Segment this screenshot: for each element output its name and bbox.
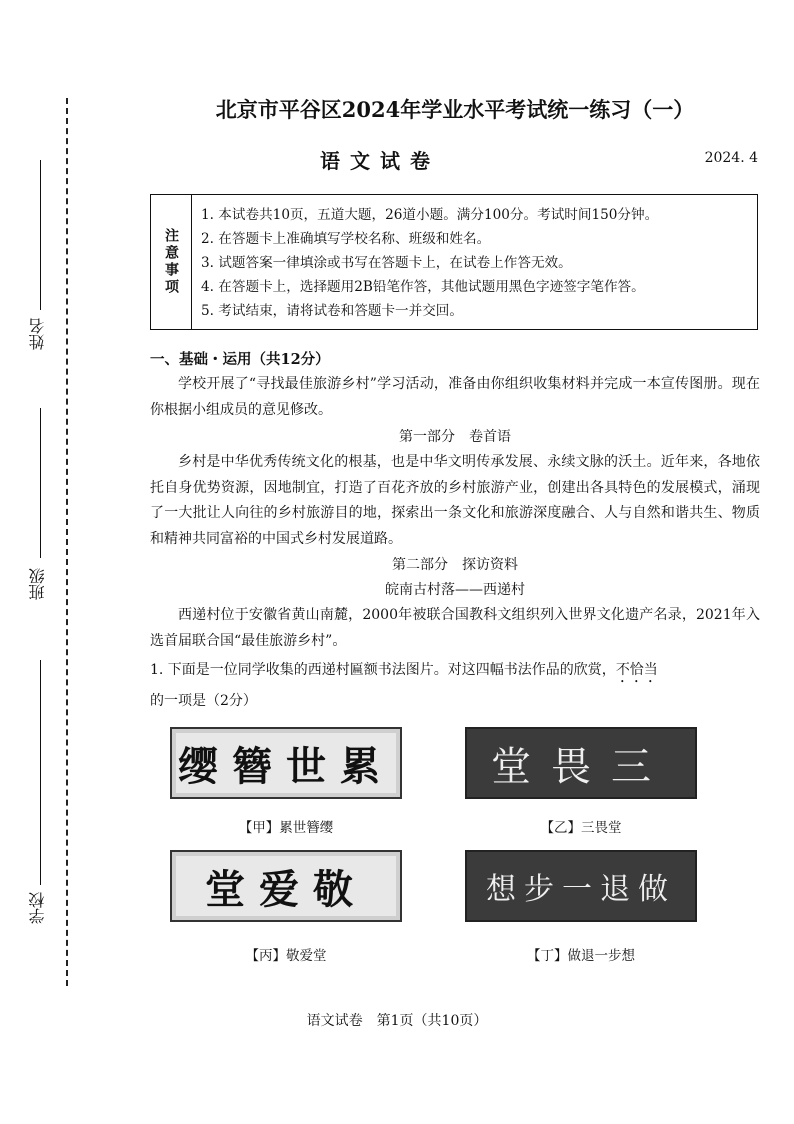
subject-title: 语文试卷 [320,149,440,173]
school-label: 学校 [28,892,47,924]
plaque-ding: 想步一退做 [465,850,697,922]
notice-item: 2. 在答题卡上准确填写学校名称、班级和姓名。 [201,231,491,247]
plaque-caption: 【甲】累世簪缨 [238,820,334,836]
notice-box [150,194,758,330]
exam-title: 北京市平谷区2024年学业水平考试统一练习（一） [215,97,695,122]
plaque-caption: 【丙】敬爱堂 [245,948,327,964]
part1-text: 乡村是中华优秀传统文化的根基，也是中华文明传承发展、永续文脉的沃土。近年来，各地依托自身优势资源，因地制宜，打造了百花齐放的乡村旅游产业，创建出各具特色的发展模式，涌现了一大批让人向往的乡村旅游目的地，探索出一条文化和旅游深度融合、人与自然和谐共生、物质和精神共同富裕的中国式乡村发展道路。 [150,454,760,547]
part2-title: 第二部分 探访资料 [392,557,518,573]
section-intro: 学校开展了“寻找最佳旅游乡村”学习活动，准备由你组织收集材料并完成一本宣传图册。现在你根据小组成员的意见修改。 [150,376,760,418]
class-label: 班级 [28,568,47,600]
notice-list [201,203,658,323]
plaque-bing: 堂爱敬 [170,850,402,922]
part2-text: 西递村位于安徽省黄山南麓，2000年被联合国教科文组织列入世界文化遗产名录，2021年入选首届联合国“最佳旅游乡村”。 [150,607,760,649]
name-label: 姓名 [28,318,47,350]
question-1: 1. 下面是一位同学收集的西递村匾额书法图片。对这四幅书法作品的欣赏，不恰当的一项是（2分） [150,662,658,709]
plaque-yi: 堂畏三 [465,727,697,799]
plaque-jia: 缨簪世累 [170,727,402,799]
name-write-line [40,160,41,310]
exam-date: 2024. 4 [704,150,758,166]
notice-item: 1. 本试卷共10页，五道大题，26道小题。满分100分。考试时间150分钟。 [201,207,659,223]
school-write-line [40,660,41,885]
page-footer: 语文试卷 第1页（共10页） [306,1013,488,1029]
part1-title: 第一部分 卷首语 [399,429,511,445]
notice-item: 4. 在答题卡上，选择题用2B铅笔作答，其他试题用黑色字迹签字笔作答。 [201,279,645,295]
plaque-caption: 【乙】三畏堂 [540,820,622,836]
binding-dashed-line [66,98,68,986]
part2-subtitle: 皖南古村落——西递村 [385,582,525,598]
notice-label: 注意事项 [151,195,192,329]
class-write-line [40,408,41,558]
plaque-caption: 【丁】做退一步想 [527,948,635,964]
notice-item: 5. 考试结束，请将试卷和答题卡一并交回。 [201,303,463,319]
notice-item: 3. 试题答案一律填涂或书写在答题卡上，在试卷上作答无效。 [201,255,572,271]
emphasis-text: 不恰当 [615,662,658,678]
section-heading: 一、基础・运用（共12分） [150,351,330,368]
